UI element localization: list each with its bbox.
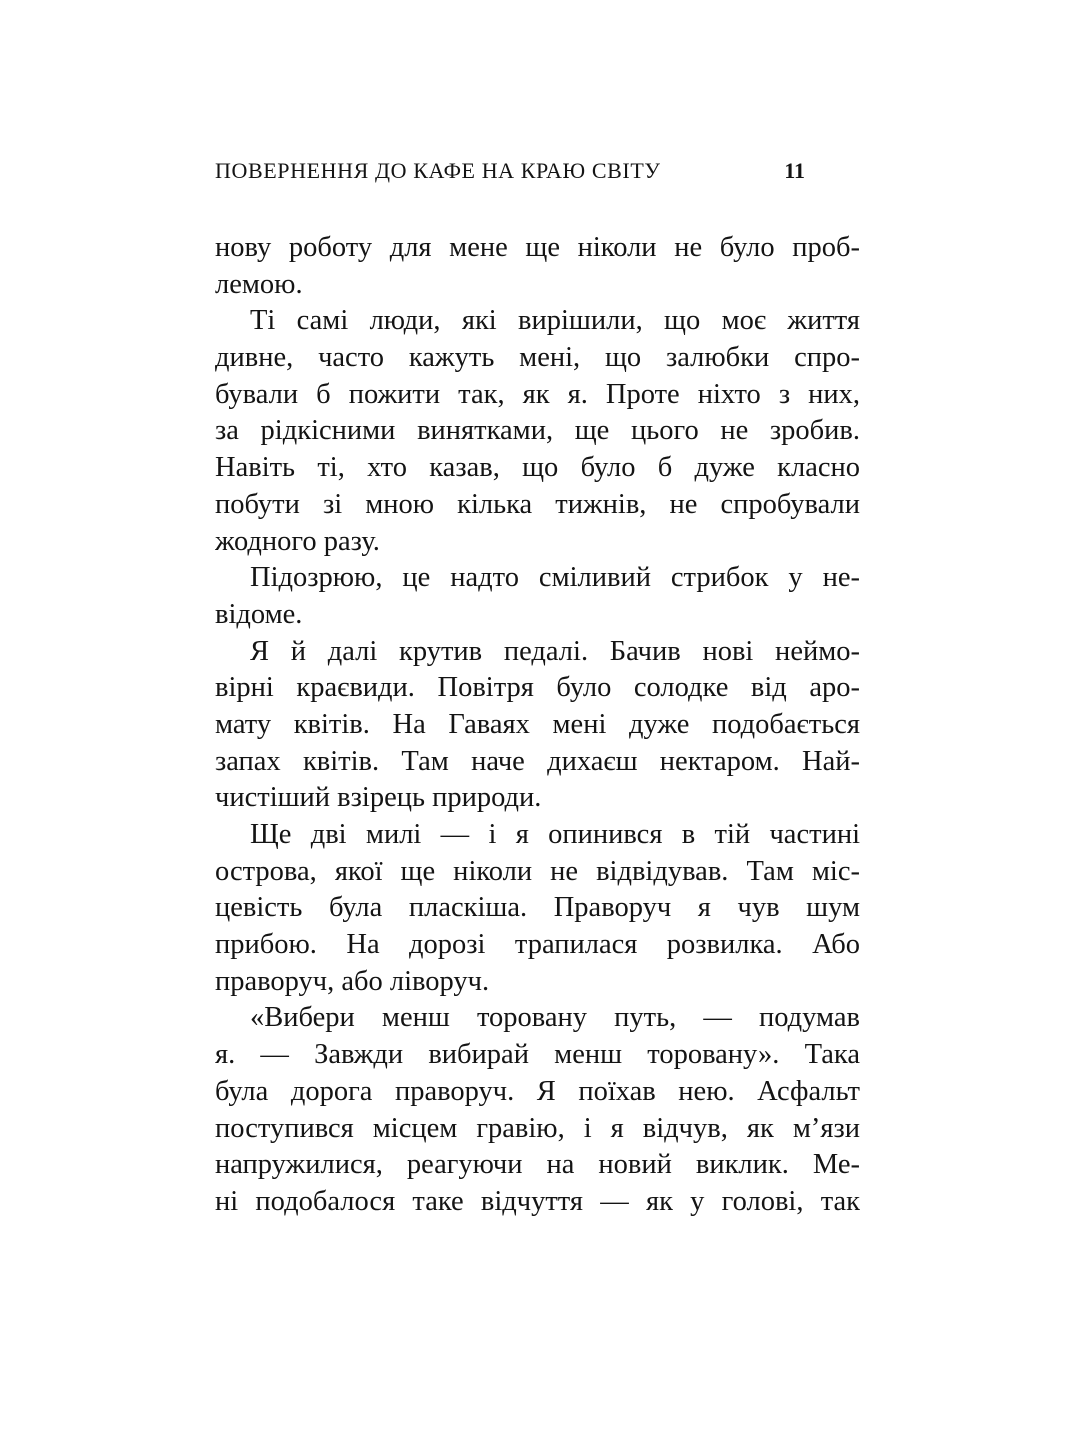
running-head-title: ПОВЕРНЕННЯ ДО КАФЕ НА КРАЮ СВІТУ <box>215 158 661 183</box>
text-line: цевість була пласкіша. Праворуч я чув шум <box>215 892 860 924</box>
running-head <box>215 158 860 184</box>
text-line: Ті самі люди, які вирішили, що моє життя <box>250 305 860 337</box>
text-line: бували б пожити так, як я. Проте ніхто з них, <box>215 378 860 410</box>
text-line: побути зі мною кілька тижнів, не спробували <box>215 488 860 520</box>
text-line: за рідкісними винятками, ще цього не зробив. <box>215 415 860 447</box>
text-line: ні подобалося таке відчуття — як у голові, так <box>215 1185 860 1217</box>
text-line: дивне, часто кажуть мені, що залюбки спро- <box>215 342 860 374</box>
text-line: прибою. На дорозі трапилася розвилка. Або <box>215 929 860 961</box>
text-line: відоме. <box>215 598 303 630</box>
page-number: 11 <box>784 158 805 183</box>
text-line: лемою. <box>215 268 303 300</box>
text-line: Підозрюю, це надто сміливий стрибок у не- <box>250 562 860 594</box>
text-line: нову роботу для мене ще ніколи не було проб- <box>215 232 860 263</box>
text-line: Навіть ті, хто казав, що було б дуже класно <box>215 452 860 484</box>
text-line: вірні краєвиди. Повітря було солодке від аро- <box>215 672 860 704</box>
text-line: поступився місцем гравію, і я відчув, як м’язи <box>215 1112 860 1144</box>
text-line: острова, якої ще ніколи не відвідував. Там міс- <box>215 855 860 887</box>
text-line: я. — Завжди вибирай менш торовану». Така <box>215 1039 860 1071</box>
text-line: мату квітів. На Гаваях мені дуже подобається <box>215 708 860 740</box>
text-line: запах квітів. Там наче дихаєш нектаром. Най- <box>215 745 860 777</box>
text-line: праворуч, або ліворуч. <box>215 965 490 997</box>
text-line: чистіший взірець природи. <box>215 782 542 814</box>
text-line: напружилися, реагуючи на новий виклик. Ме- <box>215 1149 860 1181</box>
body-text <box>215 230 860 1221</box>
text-line: Ще дві милі — і я опинився в тій частині <box>250 819 860 850</box>
text-line: «Вибери менш торовану путь, — подумав <box>250 1002 860 1034</box>
text-line: жодного разу. <box>215 525 380 557</box>
text-line: Я й далі крутив педалі. Бачив нові неймо- <box>250 635 860 667</box>
text-line: була дорога праворуч. Я поїхав нею. Асфальт <box>215 1075 860 1107</box>
